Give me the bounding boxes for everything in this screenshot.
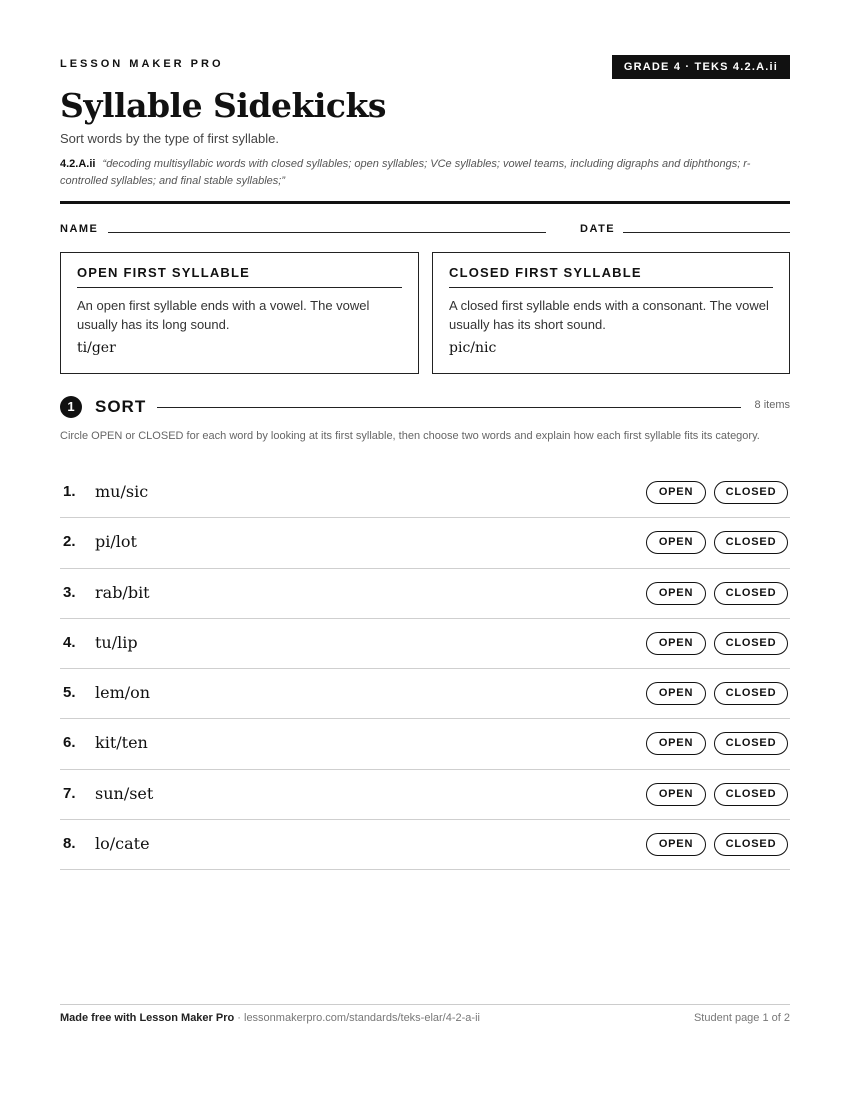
closed-choice-button[interactable]: CLOSED — [714, 582, 788, 605]
footer-credit — [60, 1012, 480, 1024]
closed-card-text: A closed first syllable ends with a consonant. The vowel usually has its short sound. — [449, 298, 769, 332]
worksheet-page — [60, 0, 790, 1100]
item-word: kit/ten — [95, 733, 148, 753]
item-number: 1. — [63, 483, 76, 500]
item-word: rab/bit — [95, 582, 150, 602]
word-row — [60, 820, 790, 870]
standard-code: 4.2.A.ii — [60, 158, 96, 170]
open-syllable-card — [60, 252, 419, 374]
section-number-badge: 1 — [60, 396, 82, 418]
item-number: 4. — [63, 633, 76, 651]
word-row — [60, 770, 790, 820]
open-choice-button[interactable]: OPEN — [646, 481, 706, 504]
item-word: pi/lot — [95, 532, 137, 552]
section-title: SORT — [95, 397, 147, 416]
item-number: 2. — [63, 533, 76, 551]
name-field[interactable] — [108, 232, 546, 233]
open-choice-button[interactable]: OPEN — [646, 732, 706, 755]
closed-choice-button[interactable]: CLOSED — [714, 682, 788, 705]
page-title: Syllable Sidekicks — [60, 86, 386, 125]
closed-choice-button[interactable]: CLOSED — [714, 481, 788, 504]
closed-syllable-card — [432, 252, 790, 374]
open-card-example: ti/ger — [77, 340, 116, 356]
item-word: lo/cate — [95, 834, 150, 854]
date-label: DATE — [580, 223, 616, 235]
header-divider — [60, 201, 790, 204]
closed-card-title: CLOSED FIRST SYLLABLE — [449, 265, 773, 288]
closed-choice-button[interactable]: CLOSED — [714, 531, 788, 554]
page-subtitle: Sort words by the type of first syllable. — [60, 131, 279, 146]
open-choice-button[interactable]: OPEN — [646, 682, 706, 705]
standard-text: “decoding multisyllabic words with closed syllables; open syllables; VCe syllables; vowel teams, including digraphs and diphthongs; r-controlled syllables; and final stable syllables;” — [60, 158, 751, 187]
item-number: 7. — [63, 784, 76, 802]
open-choice-button[interactable]: OPEN — [646, 783, 706, 806]
item-word: mu/sic — [95, 482, 149, 501]
section-divider — [157, 407, 741, 408]
closed-choice-button[interactable]: CLOSED — [714, 732, 788, 755]
open-choice-button[interactable]: OPEN — [646, 582, 706, 605]
open-choice-button[interactable]: OPEN — [646, 531, 706, 554]
grade-badge: GRADE 4 · TEKS 4.2.A.ii — [612, 55, 790, 79]
standard-description — [60, 156, 780, 190]
item-number: 3. — [63, 583, 76, 601]
footer-url[interactable]: · lessonmakerpro.com/standards/teks-elar/4-2-a-ii — [234, 1012, 480, 1024]
item-number: 5. — [63, 684, 76, 702]
footer-page-number: Student page 1 of 2 — [693, 1012, 790, 1024]
word-row — [60, 719, 790, 769]
word-row — [60, 468, 790, 518]
word-row — [60, 518, 790, 568]
closed-choice-button[interactable]: CLOSED — [714, 632, 788, 655]
section-instructions: Circle OPEN or CLOSED for each word by looking at its first syllable, then choose two words and explain how each first syllable fits its category. — [60, 430, 760, 442]
brand-name: LESSON MAKER PRO — [60, 58, 224, 70]
word-row — [60, 669, 790, 719]
date-field[interactable] — [623, 232, 790, 233]
item-number: 8. — [63, 835, 76, 853]
item-number: 6. — [63, 734, 76, 752]
footer-divider — [60, 1004, 790, 1005]
name-label: NAME — [60, 223, 99, 235]
open-card-text: An open first syllable ends with a vowel. The vowel usually has its long sound. — [77, 298, 370, 332]
open-choice-button[interactable]: OPEN — [646, 632, 706, 655]
word-row — [60, 569, 790, 619]
word-list — [60, 468, 790, 870]
item-count: 8 items — [754, 399, 790, 411]
open-choice-button[interactable]: OPEN — [646, 833, 706, 856]
open-card-title: OPEN FIRST SYLLABLE — [77, 265, 402, 288]
item-word: sun/set — [95, 783, 154, 803]
footer-made-with: Made free with Lesson Maker Pro — [60, 1012, 235, 1024]
closed-card-example: pic/nic — [449, 340, 497, 356]
word-row — [60, 619, 790, 669]
item-word: tu/lip — [95, 632, 138, 652]
item-word: lem/on — [95, 683, 151, 703]
closed-choice-button[interactable]: CLOSED — [714, 833, 788, 856]
closed-choice-button[interactable]: CLOSED — [714, 783, 788, 806]
